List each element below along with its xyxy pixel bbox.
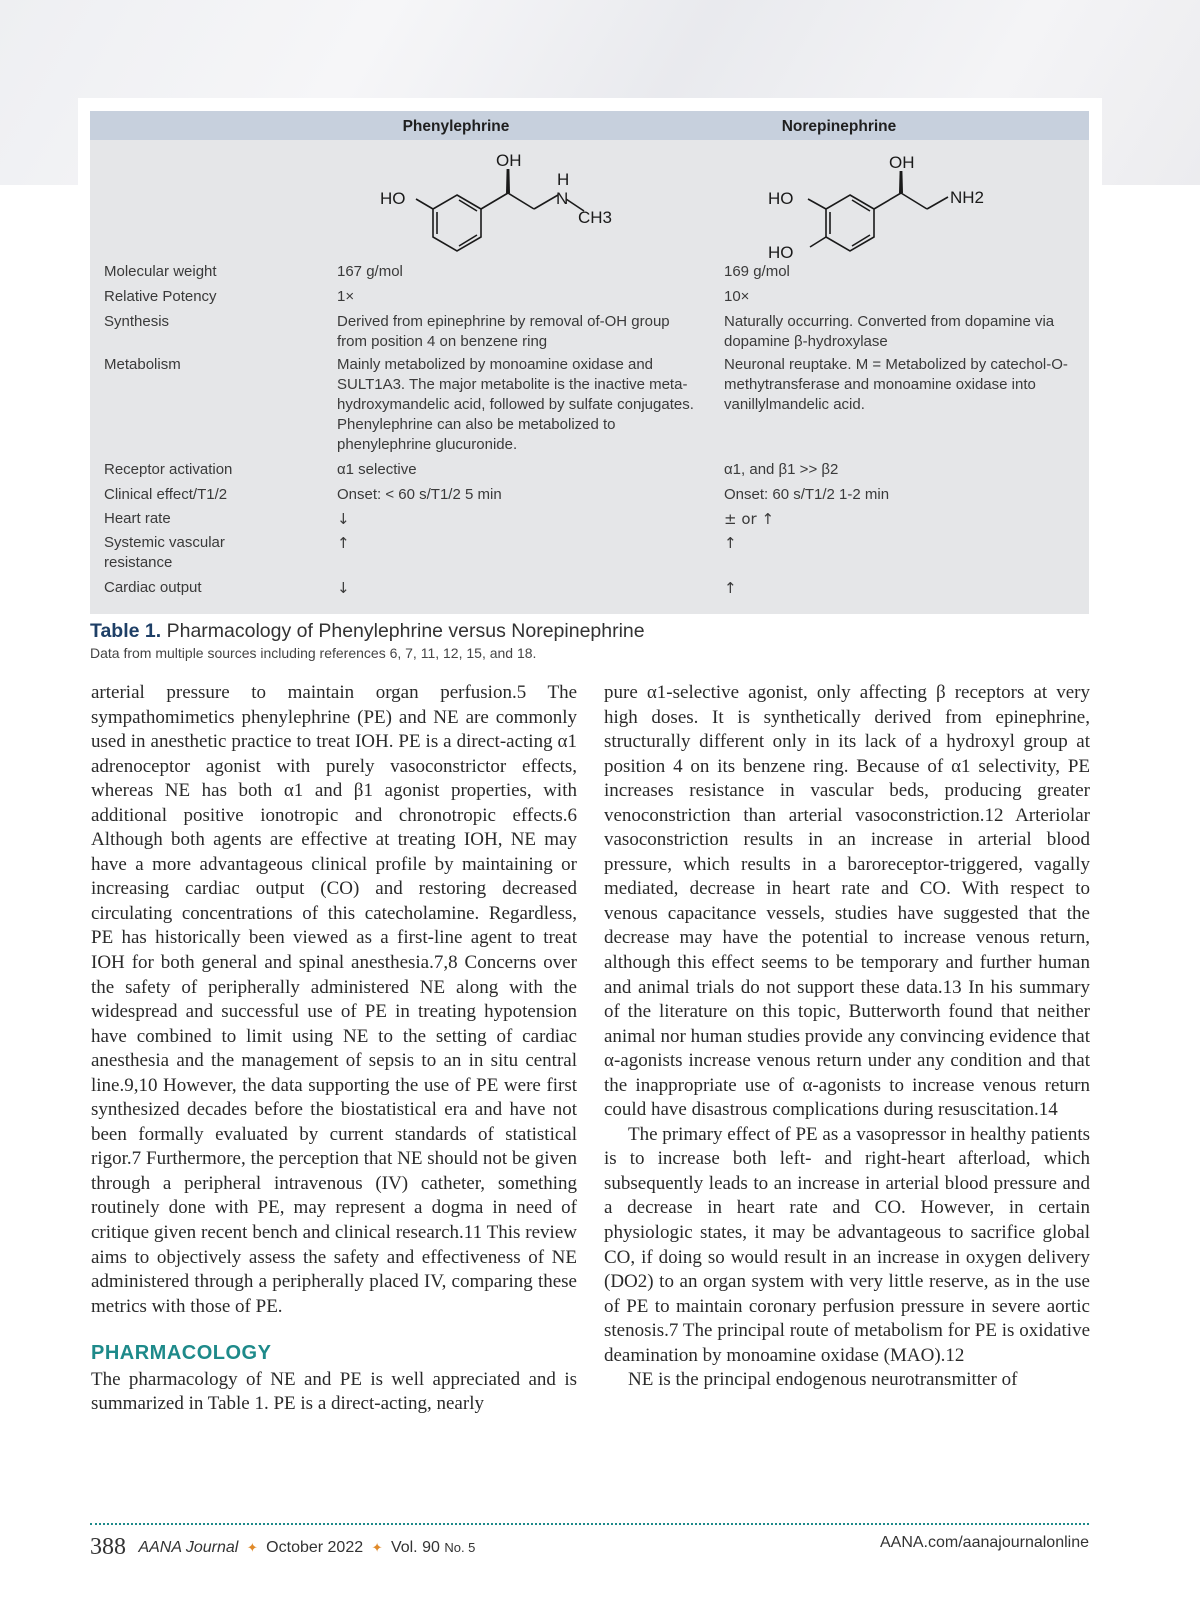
left-paragraph-2: The pharmacology of NE and PE is well appreciated and is summarized in Table 1. PE is a direct-acting, nearly: [91, 1368, 577, 1415]
pe-svr: ↑: [337, 534, 350, 552]
diamond-icon: ✦: [371, 1540, 383, 1555]
pe-molecular-weight: 167 g/mol: [337, 263, 403, 280]
ne-nh2-label: NH2: [950, 188, 985, 207]
section-heading-pharmacology: PHARMACOLOGY: [91, 1342, 272, 1365]
header-phenylephrine: Phenylephrine: [402, 118, 510, 135]
row-label-synthesis: Synthesis: [104, 313, 170, 330]
ne-svr: ↑: [724, 534, 737, 552]
ne-relative-potency: 10×: [724, 288, 750, 305]
ne-metabolism: Neuronal reuptake. M = Metabolized by catechol-O-methytransferase and monoamine oxidase into vanillylmandelic acid.: [724, 356, 1068, 413]
row-label-svr: Systemic vascular resistance: [104, 534, 225, 571]
right-paragraph-2: The primary effect of PE as a vasopressor in healthy patients is to increase both left- and right-heart afterload, which subsequently leads to an increase in arterial blood pressure and a decrease in heart rate and CO. However, in certain physiologic states, it may be advantageous to sacrifice global CO, if doing so would result in an increase in oxygen delivery (DO2) to an organ system with very little reserve, as in the use of PE to maintain coronary perfusion pressure in severe aortic stenosis.7 The principal route of metabolism for PE is oxidative deamination by monoamine oxidase (MAO).12: [604, 1123, 1090, 1366]
header-norepinephrine: Norepinephrine: [781, 118, 897, 135]
right-column: [604, 681, 1090, 1393]
pe-synthesis: Derived from epinephrine by removal of-OH group from position 4 on benzene ring: [337, 313, 670, 350]
pe-heart-rate: ↓: [337, 510, 350, 528]
row-label-clinical-effect: Clinical effect/T1/2: [104, 486, 228, 503]
row-label-molecular-weight: Molecular weight: [104, 263, 217, 280]
ne-molecular-weight: 169 g/mol: [724, 263, 790, 280]
pe-ch3-label: CH3: [578, 208, 613, 227]
right-paragraph-3: NE is the principal endogenous neurotransmitter of: [628, 1369, 1018, 1391]
norepinephrine-structure: [768, 147, 1018, 263]
row-label-receptor-activation: Receptor activation: [104, 461, 233, 478]
row-label-relative-potency: Relative Potency: [104, 288, 217, 305]
row-label-metabolism: Metabolism: [104, 356, 181, 373]
row-label-heart-rate: Heart rate: [104, 510, 171, 527]
journal-name: AANA Journal: [138, 1539, 239, 1556]
footer-citation: [90, 1534, 475, 1561]
pe-clinical-effect: Onset: < 60 s/T1/2 5 min: [337, 486, 502, 503]
pe-metabolism: Mainly metabolized by monoamine oxidase and SULT1A3. The major metabolite is the inactive meta-hydroxymandelic acid, followed by sulfate conjugates. Phenylephrine can also be metabolized to phenylephrine glucuronide.: [337, 356, 694, 453]
table-caption: [90, 620, 645, 643]
issue-date: October 2022: [266, 1539, 364, 1556]
table-source-note: Data from multiple sources including references 6, 7, 11, 12, 15, and 18.: [90, 645, 537, 661]
footer-rule: [90, 1523, 1089, 1525]
ne-clinical-effect: Onset: 60 s/T1/2 1-2 min: [724, 486, 890, 503]
ne-ho2-label: HO: [768, 243, 794, 259]
pe-ho-label: HO: [380, 189, 406, 208]
pe-oh-label: OH: [496, 151, 522, 170]
pe-h-label: H: [557, 170, 570, 189]
page-number: 388: [90, 1534, 126, 1560]
ne-ho1-label: HO: [768, 189, 794, 208]
pe-relative-potency: 1×: [337, 288, 355, 305]
phenylephrine-structure: [380, 147, 640, 263]
ne-heart-rate: ± or ↑: [724, 510, 775, 528]
left-column: [91, 681, 577, 1417]
pe-receptor-activation: α1 selective: [337, 461, 417, 478]
ne-synthesis: Naturally occurring. Converted from dopamine via dopamine β-hydroxylase: [724, 313, 1055, 350]
diamond-icon: ✦: [246, 1540, 258, 1555]
issue-number: No. 5: [444, 1540, 476, 1555]
ne-oh-label: OH: [889, 153, 915, 172]
journal-url[interactable]: AANA.com/aanajournalonline: [879, 1534, 1089, 1551]
pharmacology-table: [90, 111, 1089, 614]
pe-cardiac-output: ↓: [337, 579, 350, 597]
right-paragraph-1: pure α1-selective agonist, only affecting β receptors at very high doses. It is synthetically derived from epinephrine, structurally different only in its lack of a hydroxyl group at position 4 on its benzene ring. Because of α1 selectivity, PE increases resistance in vascular beds, producing greater venoconstriction than arterial vasoconstriction.12 Arteriolar vasoconstriction results in an increase in arterial blood pressure, which results in a baroreceptor-triggered, vagally mediated, decrease in heart rate and CO. With respect to venous capacitance vessels, studies have suggested that the decrease may have the potential to increase venous return, although this effect seems to be temporary and further human and animal trials do not support these data.13 In his summary of the literature on this topic, Butterworth found that neither animal nor human studies provide any convincing evidence that α-agonists increase venous return under any condition and that the inappropriate use of α-agonists to increase venous return could have disastrous complications during resuscitation.14: [604, 682, 1090, 1121]
table-number: Table 1.: [90, 620, 162, 642]
table-title: Pharmacology of Phenylephrine versus Norepinephrine: [166, 620, 645, 642]
ne-cardiac-output: ↑: [724, 579, 737, 597]
left-paragraph-1: arterial pressure to maintain organ perfusion.5 The sympathomimetics phenylephrine (PE) and NE are commonly used in anesthetic practice to treat IOH. PE is a direct-acting α1 adrenoceptor agonist with purely vasoconstrictor effects, whereas NE has both α1 and β1 agonist properties, with additional positive ionotropic and chronotropic effects.6 Although both agents are effective at treating IOH, NE may have a more advantageous clinical profile by maintaining or increasing cardiac output (CO) and restoring decreased circulating concentrations of this catecholamine. Regardless, PE has historically been viewed as a first-line agent to treat IOH for both general and spinal anesthesia.7,8 Concerns over the safety of peripherally administered NE along with the widespread and successful use of PE in treating hypotension have combined to limit using NE to the setting of cardiac anesthesia and the management of sepsis to an in situ central line.9,10 However, the data supporting the use of PE were first synthesized decades before the biostatistical era and have not been formally evaluated by current standards of statistical rigor.7 Furthermore, the perception that NE should not be given through a peripheral intravenous (IV) catheter, something routinely done with PE, may represent a dogma in need of critique given recent bench and clinical research.11 This review aims to objectively assess the safety and effectiveness of NE administered through a peripherally placed IV, comparing these metrics with those of PE.: [91, 682, 577, 1317]
volume: Vol. 90: [390, 1539, 440, 1556]
row-label-cardiac-output: Cardiac output: [104, 579, 202, 596]
pe-n-label: N: [556, 189, 569, 208]
ne-receptor-activation: α1, and β1 >> β2: [724, 461, 839, 478]
